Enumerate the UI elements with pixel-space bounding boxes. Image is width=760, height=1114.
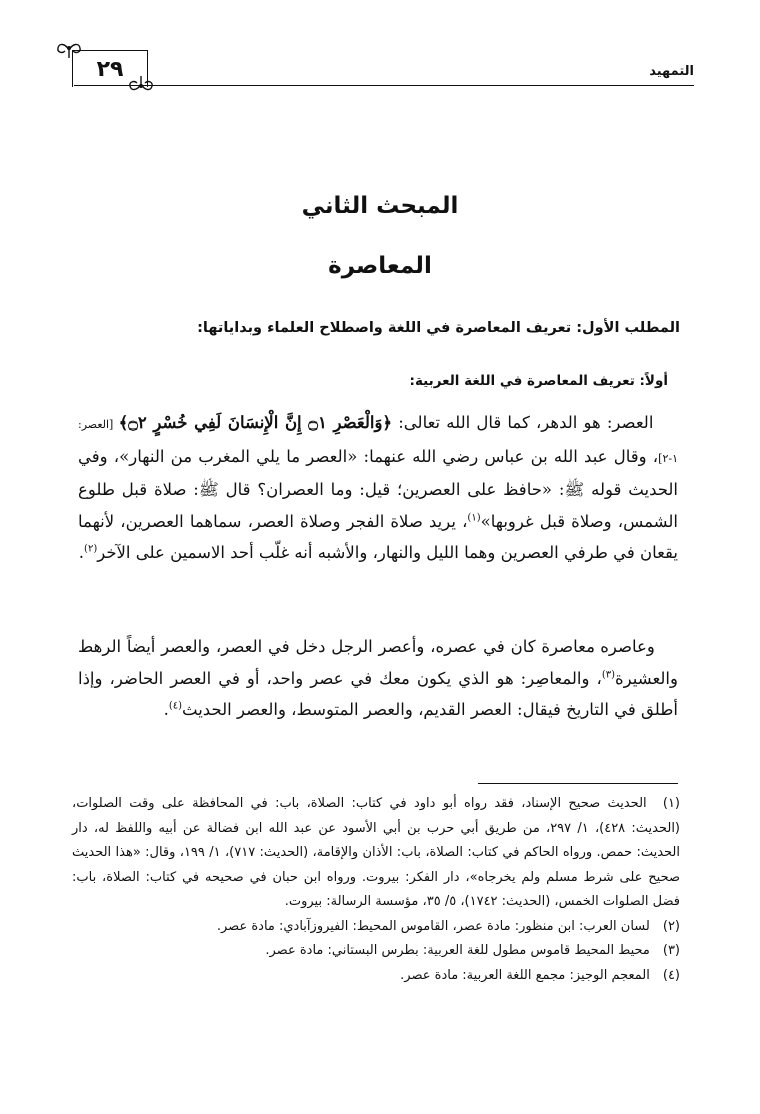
verse-reference: [العصر: ١-٢] bbox=[78, 418, 678, 465]
page-number: ٢٩ bbox=[96, 57, 124, 82]
footnote-separator bbox=[478, 783, 678, 784]
matlab-heading: المطلب الأول: تعريف المعاصرة في اللغة واصطلاح العلماء وبداياتها: bbox=[197, 320, 680, 336]
footnote-number: (٤) bbox=[662, 967, 680, 983]
floral-ornament-icon bbox=[56, 40, 82, 60]
p1-text-a: العصر: هو الدهر، كما قال الله تعالى: bbox=[392, 413, 654, 432]
floral-ornament-icon bbox=[128, 74, 154, 94]
footnote bbox=[72, 792, 680, 915]
p1-text-d: . bbox=[78, 543, 85, 562]
p2-text-a: وعاصره معاصرة كان في عصره، وأعصر الرجل دخل في العصر، والعصر أيضاً الرهط والعشيرة bbox=[78, 637, 678, 688]
footnote-text: لسان العرب: ابن منظور: مادة عصر، القاموس المحيط: الفيروزآبادي: مادة عصر. bbox=[216, 918, 650, 934]
footnote-marker: (١) bbox=[467, 512, 481, 523]
footnote bbox=[72, 915, 680, 940]
header-rule bbox=[74, 85, 694, 86]
footnote-marker: (٣) bbox=[601, 669, 615, 680]
footnote-marker: (٢) bbox=[84, 543, 98, 555]
footnotes bbox=[72, 792, 680, 988]
footnote-marker: (٤) bbox=[168, 700, 182, 712]
quran-verse: ﴿وَالْعَصْرِ ۝١ إِنَّ الْإِنسَانَ لَفِي خُسْرٍ ۝٢﴾ bbox=[118, 413, 393, 432]
footnote-text: محيط المحيط قاموس مطول للغة العربية: بطرس البستاني: مادة عصر. bbox=[265, 943, 650, 958]
footnote-number: (١) bbox=[662, 796, 680, 811]
footnote-text: المعجم الوجيز: مجمع اللغة العربية: مادة عصر. bbox=[400, 967, 650, 983]
footnote bbox=[72, 964, 680, 989]
footnote-number: (٢) bbox=[662, 918, 680, 934]
footnote-number: (٣) bbox=[662, 943, 680, 958]
p2-text-b: ، والمعاصِر: هو الذي يكون معك في عصر واحد، أو في العصر الحاضر، وإذا أطلق في التاريخ فيقال: العصر القديم، والعصر المتوسط، والعصر الحديث bbox=[78, 668, 678, 719]
awwalan-heading: أولاً: تعريف المعاصرة في اللغة العربية: bbox=[409, 373, 668, 389]
p2-text-c: . bbox=[163, 700, 169, 719]
footnote-text: الحديث صحيح الإسناد، فقد رواه أبو داود في كتاب: الصلاة، باب: في المحافظة على وقت الصلوات، (الحديث: ٤٢٨)، ١/ ٢٩٧، من طريق أبي حرب بن أبي الأسود عن عبد الله ابن فضالة عن أبيه واللفظ له، دار الحديث: حمص. ورواه الحاكم في كتاب: الصلاة، باب: الأذان والإقامة، (الحديث: ٧١٧)، ١/ ١٩٩، وقال: «هذا الحديث صحيح على شرط مسلم ولم يخرجاه»، دار الفكر: بيروت. ورواه ابن حبان في صحيحه في كتاب: الصلاة، باب: فضل الصلوات الخمس، (الحديث: ١٧٤٢)، ٥/ ٣٥، مؤسسة الرسالة: بيروت. bbox=[72, 796, 680, 909]
footnote bbox=[72, 939, 680, 964]
p1-text-b: ، وقال عبد الله بن عباس رضي الله عنهما: «العصر ما يلي المغرب من النهار»، وفي الحديث قوله ﷺ: «حافظ على العصرين؛ قيل: وما العصران؟ قال ﷺ: صلاة قبل طلوع الشمس، وصلاة قبل غروبها» bbox=[78, 446, 678, 531]
running-title: التمهيد bbox=[649, 64, 694, 79]
section-title: المبحث الثاني bbox=[301, 193, 459, 219]
page-header bbox=[0, 0, 760, 100]
section-subject: المعاصرة bbox=[328, 253, 432, 279]
p1-text-c: ، يريد صلاة الفجر وصلاة العصر، سماهما العصرين، لأنهما يقعان في طرفي العصرين وهما الليل والنهار، والأشبه أنه غلّب أحد الاسمين على الآخر bbox=[78, 511, 678, 562]
paragraph-2 bbox=[78, 631, 678, 726]
paragraph-1 bbox=[78, 407, 678, 569]
